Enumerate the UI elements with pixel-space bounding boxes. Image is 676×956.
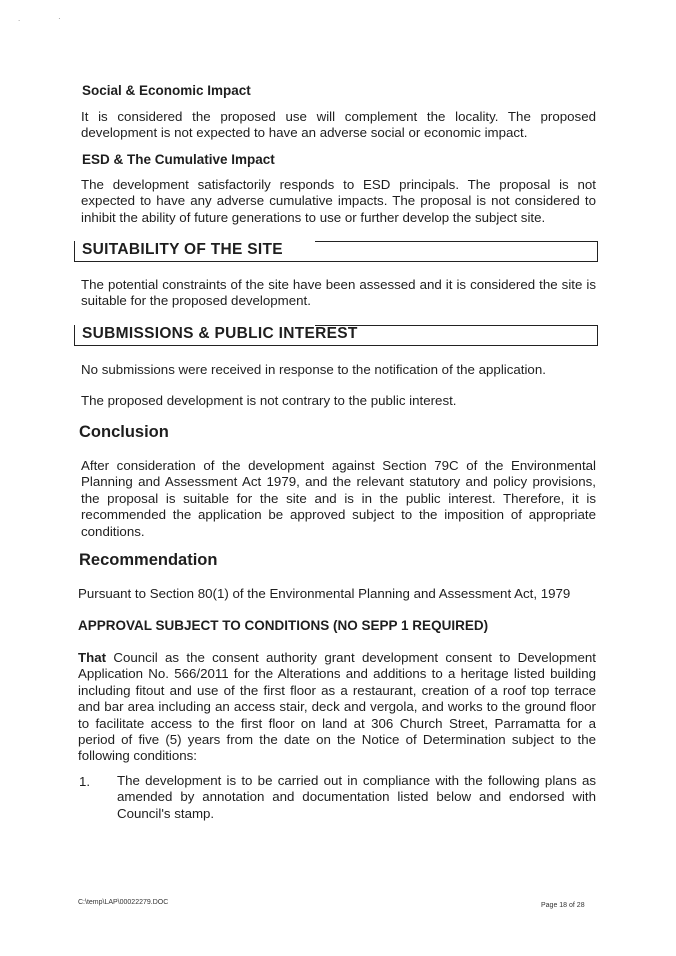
suitability-text: The potential constraints of the site have been assessed and it is considered the site is suitable for the proposed development. [81, 277, 596, 309]
approval-heading: APPROVAL SUBJECT TO CONDITIONS (NO SEPP 1 REQUIRED) [78, 618, 489, 633]
scan-mark: . [18, 14, 21, 23]
conclusion-text: After consideration of the development against Section 79C of the Environmental Planning and Assessment Act 1979, and the relevant statutory and policy provisions, the proposal is suitable for the site and is in the public interest. Therefore, it is recommended the application be approved subject to the imposition of appropriate conditions. [81, 458, 596, 539]
conclusion-heading: Conclusion [79, 423, 169, 441]
esd-heading: ESD & The Cumulative Impact [82, 152, 275, 167]
submissions-text: No submissions were received in response to the notification of the application. [81, 362, 546, 377]
footer-page-number: Page 18 of 28 [541, 902, 585, 909]
recommendation-heading: Recommendation [79, 551, 218, 569]
submissions-heading: SUBMISSIONS & PUBLIC INTEREST [82, 325, 358, 342]
recommendation-text: Pursuant to Section 80(1) of the Environmental Planning and Assessment Act, 1979 [78, 586, 571, 601]
resolution-text [78, 650, 596, 765]
resolution-body: Council as the consent authority grant development consent to Development Application No. 566/2011 for the Alterations and additions to a heritage listed building including fitout and use of the first floor as a restaurant, creation of a roof top terrace and bar area including an access stair, deck and vergola, and works to the ground floor to facilitate access to the first floor on land at 306 Church Street, Parramatta for a period of five (5) years from the date on the Notice of Determination subject to the following conditions: [78, 650, 596, 764]
scan-mark: · [58, 14, 61, 23]
condition-text: The development is to be carried out in compliance with the following plans as amended by annotation and documentation listed below and endorsed with Council's stamp. [117, 773, 596, 821]
condition-number: 1. [79, 774, 91, 789]
footer-file-path: C:\temp\LAP\00022279.DOC [78, 899, 169, 906]
suitability-heading-box [74, 241, 598, 262]
esd-text: The development satisfactorily responds to ESD principals. The proposal is not expected to have any adverse cumulative impacts. The proposal is not considered to inhibit the ability of future generations to use or further develop the subject site. [81, 177, 596, 225]
submissions-heading-box [74, 325, 598, 346]
resolution-that: That [78, 650, 107, 665]
social-economic-heading: Social & Economic Impact [82, 83, 251, 98]
suitability-heading: SUITABILITY OF THE SITE [82, 241, 283, 258]
social-economic-text: It is considered the proposed use will complement the locality. The proposed development is not expected to have an adverse social or economic impact. [81, 109, 596, 141]
public-interest-text: The proposed development is not contrary to the public interest. [81, 393, 457, 408]
